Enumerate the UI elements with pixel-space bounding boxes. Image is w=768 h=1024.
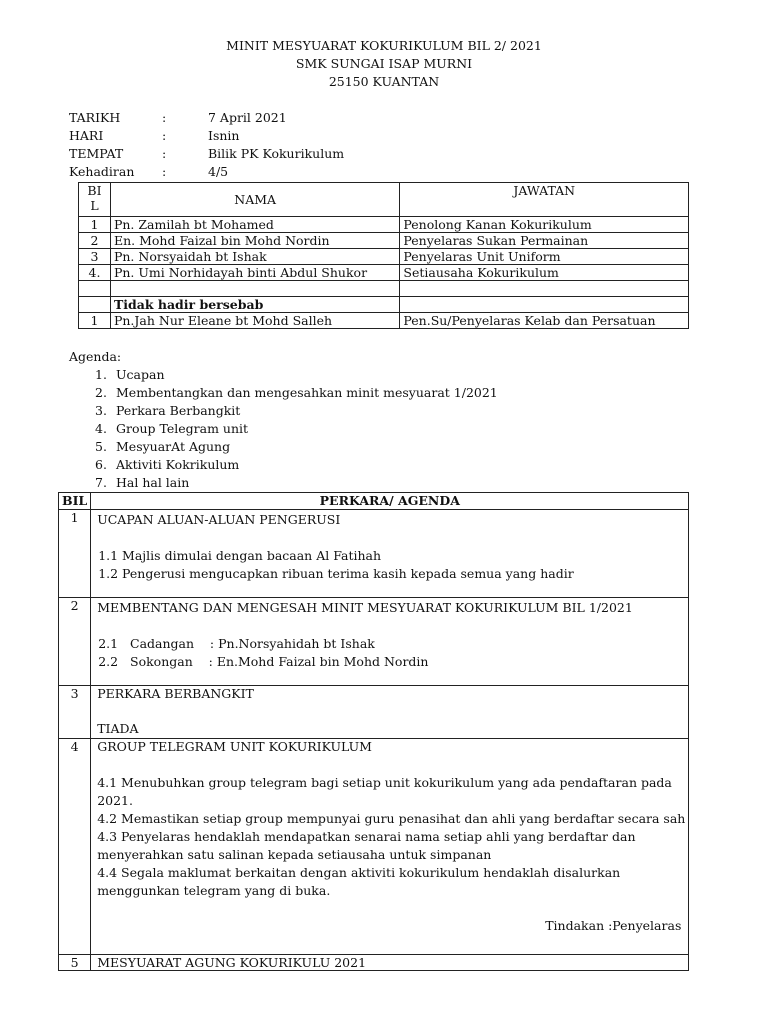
header-bil-line2: L	[90, 198, 99, 213]
section-title: PERKARA BERBANGKIT	[97, 686, 254, 701]
row-nama: En. Mohd Faizal bin Mohd Nordin	[110, 233, 399, 249]
row-bil: 1	[79, 313, 111, 329]
school-address: 25150 KUANTAN	[328, 74, 440, 89]
table-row	[79, 265, 689, 281]
info-value-tarikh: 7 April 2021	[208, 110, 287, 125]
point-continued: menyerahkan satu salinan kepada setiausaha untuk simpanan	[97, 847, 492, 862]
row-jawatan: Pen.Su/Penyelaras Kelab dan Persatuan	[400, 313, 689, 329]
point-continued: 2021.	[97, 793, 133, 808]
row-nama: Pn. Norsyaidah bt Ishak	[110, 249, 399, 265]
list-item-text: Hal hal lain	[116, 475, 190, 490]
list-item	[95, 403, 241, 418]
row-bil: 2	[79, 233, 111, 249]
absent-header-row	[79, 297, 689, 313]
header-perkara: PERKARA/ AGENDA	[91, 493, 689, 510]
table-row	[59, 739, 689, 955]
list-item	[95, 439, 231, 454]
row-jawatan: Setiausaha Kokurikulum	[400, 265, 689, 281]
row-content	[91, 686, 689, 739]
agenda-label: Agenda:	[69, 349, 122, 364]
list-item	[95, 421, 249, 436]
empty-row	[79, 281, 689, 297]
info-label-tarikh: TARIKH	[69, 110, 121, 125]
list-item	[95, 367, 165, 382]
doc-title: MINIT MESYUARAT KOKURIKULUM BIL 2/ 2021	[226, 38, 542, 53]
table-header-row	[79, 183, 689, 217]
info-label-hari: HARI	[69, 128, 104, 143]
list-item	[95, 385, 498, 400]
list-number: 6.	[95, 457, 107, 472]
row-bil: 1	[79, 217, 111, 233]
section-title: MESYUARAT AGUNG KOKURIKULU 2021	[91, 955, 689, 971]
point: 4.4 Segala maklumat berkaitan dengan aktiviti kokurikulum hendaklah disalurkan	[97, 865, 621, 880]
absent-label: Tidak hadir bersebab	[110, 297, 399, 313]
header-bil	[79, 183, 111, 217]
row-bil: 3	[79, 249, 111, 265]
point-continued: menggunkan telegram yang di buka.	[97, 883, 331, 898]
row-bil: 4.	[79, 265, 111, 281]
info-sep: :	[162, 110, 167, 125]
header-bil: BIL	[59, 493, 91, 510]
minutes-table	[58, 492, 689, 971]
tindakan-label: Tindakan :Penyelaras	[545, 918, 682, 933]
row-bil: 3	[59, 686, 91, 739]
row-jawatan: Penyelaras Sukan Permainan	[400, 233, 689, 249]
list-number: 7.	[95, 475, 107, 490]
row-jawatan: Penyelaras Unit Uniform	[400, 249, 689, 265]
list-item	[95, 475, 190, 490]
table-row	[59, 510, 689, 598]
table-row	[79, 313, 689, 329]
point: 2.1 Cadangan : Pn.Norsyahidah bt Ishak	[98, 636, 375, 651]
point: 1.2 Pengerusi mengucapkan ribuan terima kasih kepada semua yang hadir	[98, 566, 574, 581]
school-name: SMK SUNGAI ISAP MURNI	[295, 56, 473, 71]
table-row	[79, 233, 689, 249]
info-value-hari: Isnin	[208, 128, 240, 143]
table-row	[79, 249, 689, 265]
empty-cell	[400, 297, 689, 313]
list-item-text: Aktiviti Kokrikulum	[116, 457, 240, 472]
list-item	[95, 457, 240, 472]
list-item-text: Membentangkan dan mengesahkan minit mesyuarat 1/2021	[116, 385, 498, 400]
section-title: GROUP TELEGRAM UNIT KOKURIKULUM	[97, 739, 372, 754]
section-title: UCAPAN ALUAN-ALUAN PENGERUSI	[97, 512, 341, 527]
list-item-text: MesyuarAt Agung	[116, 439, 231, 454]
list-number: 1.	[95, 367, 107, 382]
row-bil: 2	[59, 598, 91, 686]
point: TIADA	[97, 721, 139, 736]
info-value-tempat: Bilik PK Kokurikulum	[208, 146, 345, 161]
list-number: 5.	[95, 439, 107, 454]
row-nama: Pn. Zamilah bt Mohamed	[110, 217, 399, 233]
row-nama: Pn.Jah Nur Eleane bt Mohd Salleh	[110, 313, 399, 329]
info-sep: :	[162, 146, 167, 161]
point: 4.1 Menubuhkan group telegram bagi setiap unit kokurikulum yang ada pendaftaran pada	[97, 775, 672, 790]
point: 4.2 Memastikan setiap group mempunyai guru penasihat dan ahli yang berdaftar secara sah	[97, 811, 686, 826]
table-row	[59, 686, 689, 739]
table-row	[59, 955, 689, 971]
row-content	[91, 739, 689, 955]
table-row	[59, 598, 689, 686]
info-sep: :	[162, 164, 167, 179]
header-bil-line1: BI	[87, 183, 102, 198]
list-number: 2.	[95, 385, 107, 400]
point: 2.2 Sokongan : En.Mohd Faizal bin Mohd Nordin	[98, 654, 429, 669]
table-header-row	[59, 493, 689, 510]
list-item-text: Group Telegram unit	[116, 421, 249, 436]
attendance-table	[78, 182, 689, 329]
list-number: 3.	[95, 403, 107, 418]
row-nama: Pn. Umi Norhidayah binti Abdul Shukor	[110, 265, 399, 281]
point: 4.3 Penyelaras hendaklah mendapatkan senarai nama setiap ahli yang berdaftar dan	[97, 829, 636, 844]
row-bil: 1	[59, 510, 91, 598]
list-number: 4.	[95, 421, 107, 436]
row-bil: 5	[59, 955, 91, 971]
info-label-tempat: TEMPAT	[69, 146, 124, 161]
row-content	[91, 598, 689, 686]
list-item-text: Perkara Berbangkit	[116, 403, 241, 418]
info-sep: :	[162, 128, 167, 143]
empty-cell	[110, 281, 399, 297]
row-bil: 4	[59, 739, 91, 955]
header-jawatan: JAWATAN	[400, 183, 689, 217]
row-jawatan: Penolong Kanan Kokurikulum	[400, 217, 689, 233]
empty-cell	[400, 281, 689, 297]
header-nama: NAMA	[110, 183, 399, 217]
info-value-kehadiran: 4/5	[208, 164, 229, 179]
info-label-kehadiran: Kehadiran	[69, 164, 135, 179]
empty-cell	[79, 281, 111, 297]
row-content	[91, 510, 689, 598]
empty-cell	[79, 297, 111, 313]
section-title: MEMBENTANG DAN MENGESAH MINIT MESYUARAT KOKURIKULUM BIL 1/2021	[97, 600, 633, 615]
table-row	[79, 217, 689, 233]
list-item-text: Ucapan	[116, 367, 165, 382]
point: 1.1 Majlis dimulai dengan bacaan Al Fatihah	[98, 548, 382, 563]
